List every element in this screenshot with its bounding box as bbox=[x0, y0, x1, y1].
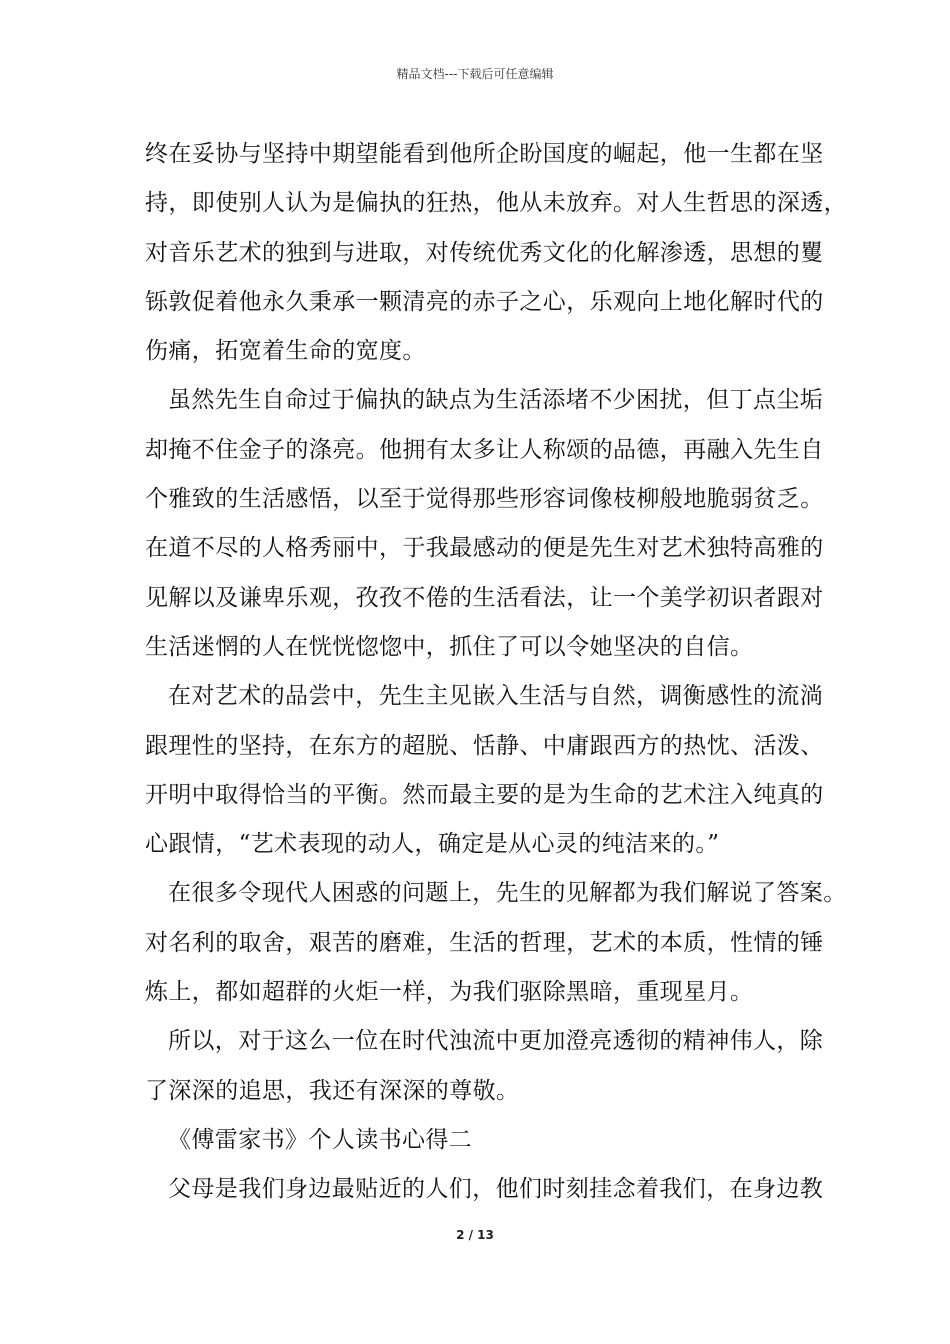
paragraph-first-line: 父母是我们身边最贴近的人们，他们时刻挂念着我们，在身边教 bbox=[168, 1176, 824, 1203]
text-line: 见解以及谦卑乐观，孜孜不倦的生活看法，让一个美学初识者跟对 bbox=[145, 584, 824, 611]
text-line: 却掩不住金子的涤亮。他拥有太多让人称颂的品德，再融入先生自 bbox=[145, 436, 824, 463]
text-line: 持，即使别人认为是偏执的狂热，他从未放弃。对人生哲思的深透， bbox=[145, 190, 847, 217]
text-line: 跟理性的坚持，在东方的超脱、恬静、中庸跟西方的热忱、活泼、 bbox=[145, 732, 824, 759]
section-heading: 《傅雷家书》个人读书心得二 bbox=[168, 1126, 473, 1153]
text-line: 开明中取得恰当的平衡。然而最主要的是为生命的艺术注入纯真的 bbox=[145, 781, 824, 808]
text-line: 伤痛，拓宽着生命的宽度。 bbox=[145, 338, 426, 365]
paragraph-first-line: 虽然先生自命过于偏执的缺点为生活添堵不少困扰，但丁点尘垢 bbox=[168, 387, 824, 414]
text-line: 生活迷惘的人在恍恍惚惚中，抓住了可以令她坚决的自信。 bbox=[145, 633, 754, 660]
page-header: 精品文档---下载后可任意编辑 bbox=[396, 67, 554, 81]
text-line: 在道不尽的人格秀丽中，于我最感动的便是先生对艺术独特高雅的 bbox=[145, 535, 824, 562]
paragraph-first-line: 在对艺术的品尝中，先生主见嵌入生活与自然，调衡感性的流淌 bbox=[168, 683, 824, 710]
text-line: 个雅致的生活感悟，以至于觉得那些形容词像枝柳般地脆弱贫乏。 bbox=[145, 486, 824, 513]
text-line: 对名利的取舍，艰苦的磨难，生活的哲理，艺术的本质，性情的锤 bbox=[145, 929, 824, 956]
text-line: 对音乐艺术的独到与进取，对传统优秀文化的化解渗透，思想的矍 bbox=[145, 239, 824, 266]
text-line: 铄敦促着他永久秉承一颗清亮的赤子之心，乐观向上地化解时代的 bbox=[145, 288, 824, 315]
text-line: 炼上，都如超群的火炬一样，为我们驱除黑暗，重现星月。 bbox=[145, 979, 754, 1006]
paragraph-first-line: 所以，对于这么一位在时代浊流中更加澄亮透彻的精神伟人，除 bbox=[168, 1028, 824, 1055]
page-number: 2 / 13 bbox=[456, 1228, 494, 1242]
text-line: 心跟情，“艺术表现的动人，确定是从心灵的纯洁来的。” bbox=[145, 831, 720, 858]
text-line: 终在妥协与坚持中期望能看到他所企盼国度的崛起，他一生都在坚 bbox=[145, 141, 824, 167]
document-body bbox=[145, 130, 847, 1215]
paragraph-first-line: 在很多令现代人困惑的问题上，先生的见解都为我们解说了答案。 bbox=[168, 880, 847, 907]
text-line: 了深深的追思，我还有深深的尊敬。 bbox=[145, 1077, 520, 1104]
